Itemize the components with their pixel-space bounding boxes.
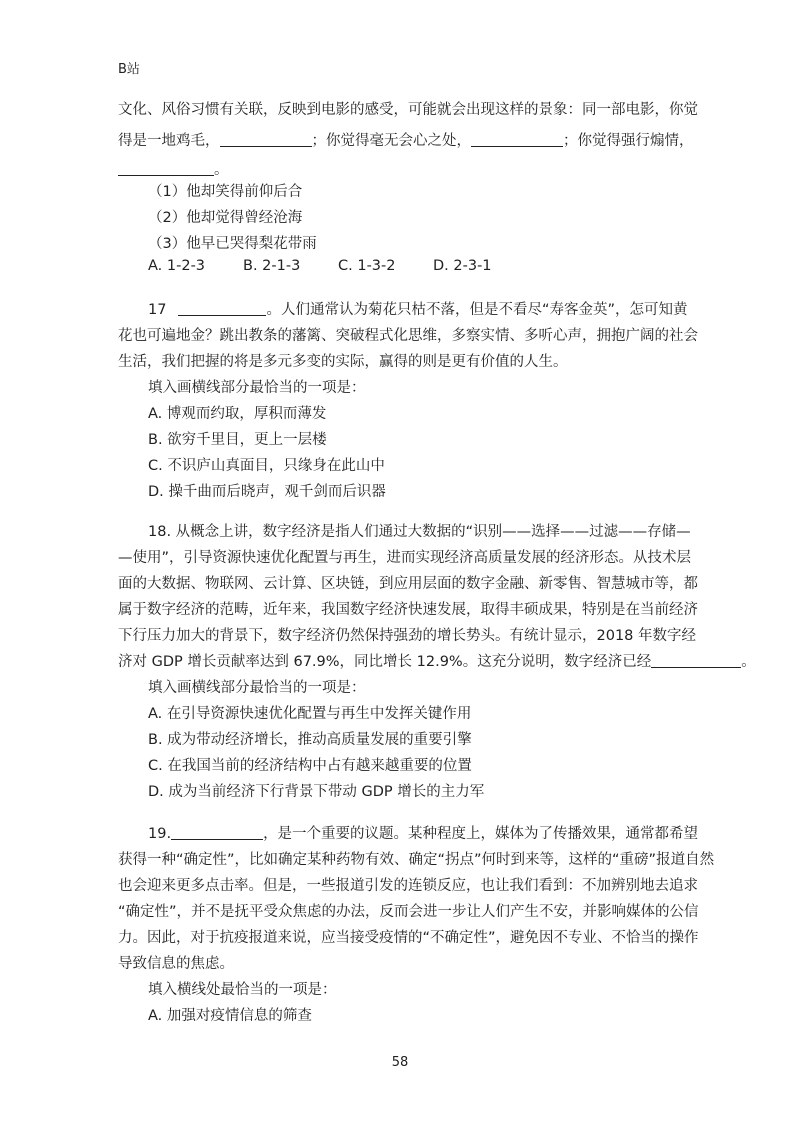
q16-item-3: （3）他早已哭得梨花带雨 xyxy=(148,236,317,252)
q19-line-5: 力。因此，对于抗疫报道来说，应当接受疫情的“不确定性”，避免因不专业、不恰当的操作 xyxy=(118,930,699,946)
q16-option-c: C. 1-3-2 xyxy=(338,258,396,274)
q18-option-a: A. 在引导资源快速优化配置与再生中发挥关键作用 xyxy=(148,706,472,722)
q17-option-b: B. 欲穷千里目，更上一层楼 xyxy=(148,432,327,448)
q16-blank-3 xyxy=(118,161,214,177)
q16-line-2 xyxy=(118,129,694,150)
q16-blank-1 xyxy=(220,132,312,148)
q16-line-3 xyxy=(118,158,229,179)
header-label: B站 xyxy=(118,62,140,77)
q17-number: 17 xyxy=(148,302,167,318)
q19-line-2: 获得一种“确定性”，比如确定某种药物有效、确定“拐点”何时到来等，这样的“重磅”报道自然 xyxy=(118,852,715,868)
q17-blank xyxy=(178,301,266,317)
q16-line-1: 文化、风俗习惯有关联，反映到电影的感受，可能就会出现这样的景象：同一部电影，你觉 xyxy=(118,102,698,118)
q19-number: 19. xyxy=(148,826,172,842)
q16-option-a: A. 1-2-3 xyxy=(148,258,206,274)
q16-end: 。 xyxy=(214,162,229,178)
q16-option-b: B. 2-1-3 xyxy=(243,258,301,274)
q19-line-1 xyxy=(148,822,698,843)
q17-option-a: A. 博观而约取，厚积而薄发 xyxy=(148,406,327,422)
q18-line-4: 属于数字经济的范畴，近年来，我国数字经济快速发展，取得丰硕成果，特别是在当前经济 xyxy=(118,602,698,618)
q19-option-a: A. 加强对疫情信息的筛查 xyxy=(148,1008,312,1024)
q18-option-d: D. 成为当前经济下行背景下带动 GDP 增长的主力军 xyxy=(148,784,485,800)
q17-option-c: C. 不识庐山真面目，只缘身在此山中 xyxy=(148,458,385,474)
q17-line-2: 花也可遍地金？跳出教条的藩篱、突破程式化思维，多察实情、多听心声，拥抱广阔的社会 xyxy=(118,328,698,344)
q18-line-1: 18. 从概念上讲，数字经济是指人们通过大数据的“识别——选择——过滤——存储— xyxy=(148,524,691,540)
q18-line-6 xyxy=(118,650,756,671)
q19-line-3: 也会迎来更多点击率。但是，一些报道引发的连锁反应，也让我们看到：不加辨别地去追求 xyxy=(118,878,698,894)
q18-line-2: —使用”，引导资源快速优化配置与再生，进而实现经济高质量发展的经济形态。从技术层 xyxy=(118,550,692,566)
q18-last-text: 济对 GDP 增长贡献率达到 67.9%，同比增长 12.9%。这充分说明，数字经济已经 xyxy=(118,654,652,670)
q18-option-b: B. 成为带动经济增长，推动高质量发展的重要引擎 xyxy=(148,732,472,748)
q17-line-3: 生活，我们把握的将是多元多变的实际，赢得的则是更有价值的人生。 xyxy=(118,354,568,370)
q17-line-1 xyxy=(148,298,687,319)
q19-line-4: “确定性”，并不是抚平受众焦虑的办法，反而会进一步让人们产生不安，并影响媒体的公信 xyxy=(118,904,699,920)
q18-option-c: C. 在我国当前的经济结构中占有越来越重要的位置 xyxy=(148,758,472,774)
q17-prompt: 填入画横线部分最恰当的一项是： xyxy=(148,380,366,396)
q17-option-d: D. 操千曲而后晓声，观千剑而后识器 xyxy=(148,484,386,500)
q16-text-c: ；你觉得强行煽情， xyxy=(563,133,694,149)
q19-text-a: ，是一个重要的议题。某种程度上，媒体为了传播效果，通常都希望 xyxy=(263,826,699,842)
q18-end: 。 xyxy=(741,654,756,670)
q19-prompt: 填入横线处最恰当的一项是： xyxy=(148,982,337,998)
q18-line-3: 面的大数据、物联网、云计算、区块链，到应用层面的数字金融、新零售、智慧城市等，都 xyxy=(118,576,698,592)
q16-item-2: （2）他却觉得曾经沧海 xyxy=(148,210,303,226)
page-number: 58 xyxy=(391,1055,409,1070)
q16-options xyxy=(148,258,528,274)
q16-item-1: （1）他却笑得前仰后合 xyxy=(148,184,303,200)
q18-blank xyxy=(651,653,741,669)
q16-option-d: D. 2-3-1 xyxy=(433,258,492,274)
q18-prompt: 填入画横线部分最恰当的一项是： xyxy=(148,680,366,696)
q19-line-6: 导致信息的焦虑。 xyxy=(118,956,234,972)
q16-text-b: ；你觉得毫无会心之处， xyxy=(311,133,471,149)
q17-text-a: 。人们通常认为菊花只枯不落，但是不看尽“寿客金英”，怎可知黄 xyxy=(266,302,688,318)
q16-blank-2 xyxy=(471,132,563,148)
q19-blank xyxy=(171,825,263,841)
q18-line-5: 下行压力加大的背景下，数字经济仍然保持强劲的增长势头。有统计显示，2018 年数字经 xyxy=(118,628,697,644)
q16-text-a: 得是一地鸡毛， xyxy=(118,133,220,149)
